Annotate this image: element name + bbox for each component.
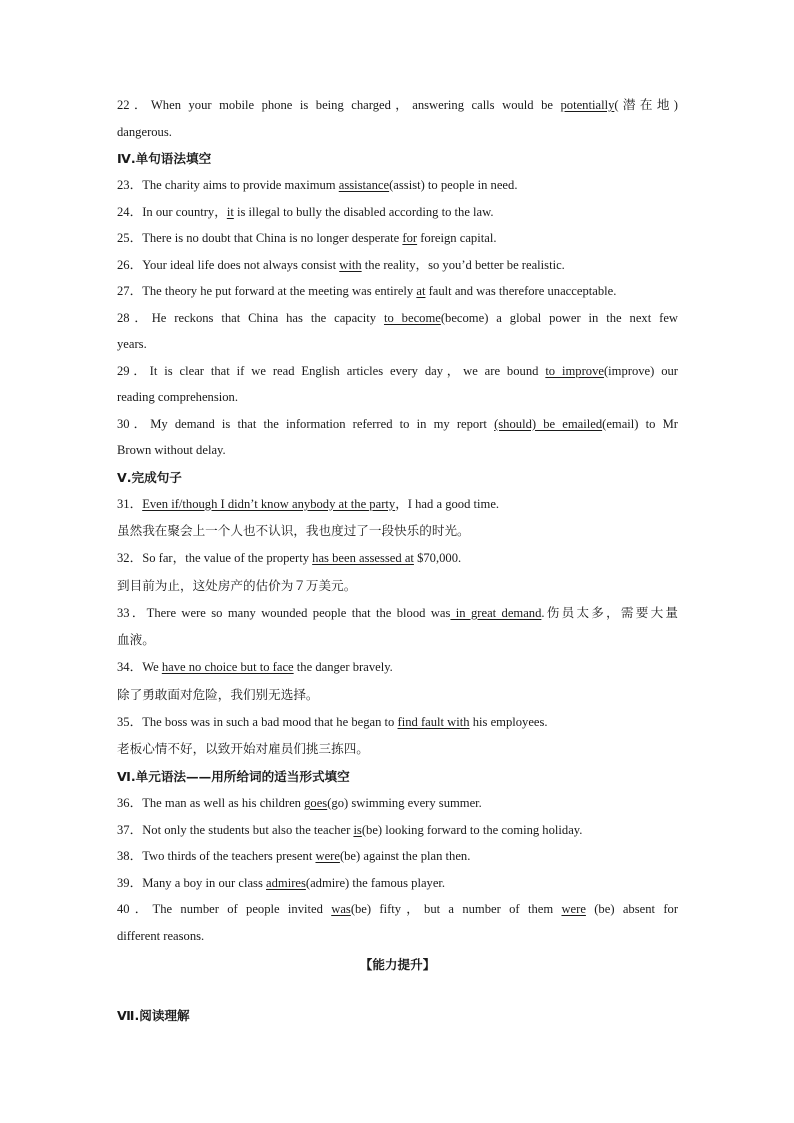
question-25: 25．There is no doubt that China is no longer desperate for foreign capital.: [117, 231, 497, 245]
question-32-translation: 到目前为止，这处房产的估价为７万美元。: [117, 577, 357, 593]
question-34: 34．We have no choice but to face the danger bravely.: [117, 660, 393, 674]
answer: were: [315, 849, 340, 863]
question-30: 30．My demand is that the information referred to in my report (should) be emailed(email) to Mr: [117, 416, 678, 431]
question-33: 33．There were so many wounded people that the blood was in great demand.伤员太多，需要大量: [117, 605, 679, 620]
answer: goes: [304, 796, 328, 810]
answer: assistance: [338, 178, 390, 192]
answer: were: [561, 902, 586, 916]
question-23: 23．The charity aims to provide maximum assistance(assist) to people in need.: [117, 178, 518, 192]
exercise-content: [117, 92, 678, 1029]
answer: at: [416, 284, 426, 298]
question-30-cont: Brown without delay.: [117, 443, 226, 457]
question-38: 38．Two thirds of the teachers present were(be) against the plan then.: [117, 849, 471, 863]
question-40-cont: different reasons.: [117, 928, 205, 943]
question-31-translation: 虽然我在聚会上一个人也不认识，我也度过了一段快乐的时光。: [117, 523, 470, 538]
question-29: 29．It is clear that if we read English articles every day，we are bound to improve(improve) our: [117, 363, 679, 378]
question-number: 22．: [117, 98, 151, 112]
question-27: 27．The theory he put forward at the meeting was entirely at fault and was therefore unacceptable.: [117, 284, 617, 298]
answer: has been assessed at: [312, 551, 414, 565]
question-28-cont: years.: [117, 337, 147, 351]
section-heading-6: Ⅵ.单元语法——用所给词的适当形式填空: [117, 769, 350, 784]
answer: in great demand: [450, 605, 542, 620]
question-33-cont: 血液。: [117, 632, 155, 647]
answer: admires: [266, 875, 306, 890]
answer: to become: [383, 310, 441, 325]
question-40: 40．The number of people invited was(be) fifty，but a number of them were (be) absent for: [117, 902, 679, 916]
section-heading-5: Ⅴ.完成句子: [117, 469, 182, 485]
question-22: 22．When your mobile phone is being charged，answering calls would be potentially(潜在地): [117, 98, 679, 112]
answer: it: [226, 204, 234, 219]
question-24: 24．In our country，it is illegal to bully the disabled according to the law.: [117, 204, 494, 219]
question-28: 28．He reckons that China has the capacity to become(become) a global power in the next few: [117, 310, 678, 325]
question-26: 26．Your ideal life does not always consist with the reality，so you’d better be realistic.: [117, 257, 565, 272]
answer: with: [339, 257, 362, 272]
spacer: [117, 978, 678, 1002]
answer: potentially: [560, 98, 615, 112]
section-heading-7: Ⅶ.阅读理解: [117, 1008, 190, 1023]
answer: Even if/though I didn’t know anybody at the party: [142, 496, 396, 511]
question-22-cont: dangerous.: [117, 124, 172, 139]
section-heading-4: Ⅳ.单句语法填空: [117, 151, 212, 166]
question-39: 39．Many a boy in our class admires(admire) the famous player.: [117, 875, 446, 890]
answer: is: [353, 822, 362, 837]
answer: have no choice but to face: [161, 660, 294, 674]
answer: to improve: [545, 363, 604, 378]
question-36: 36．The man as well as his children goes(go) swimming every summer.: [117, 796, 482, 810]
ability-heading: 【能力提升】: [359, 957, 436, 972]
answer: was: [331, 902, 351, 916]
question-35: 35．The boss was in such a bad mood that he began to find fault with his employees.: [117, 714, 548, 729]
question-29-cont: reading comprehension.: [117, 390, 238, 404]
question-31: 31．Even if/though I didn’t know anybody at the party，I had a good time.: [117, 496, 500, 511]
answer: (should) be emailed: [494, 416, 603, 431]
question-37: 37．Not only the students but also the teacher is(be) looking forward to the coming holiday.: [117, 822, 583, 837]
question-34-translation: 除了勇敢面对危险，我们别无选择。: [117, 686, 319, 702]
answer: find fault with: [397, 714, 470, 729]
question-32: 32．So far，the value of the property has been assessed at $70,000.: [117, 551, 462, 565]
question-35-translation: 老板心情不好，以致开始对雇员们挑三拣四。: [117, 741, 369, 756]
answer: for: [402, 231, 418, 245]
